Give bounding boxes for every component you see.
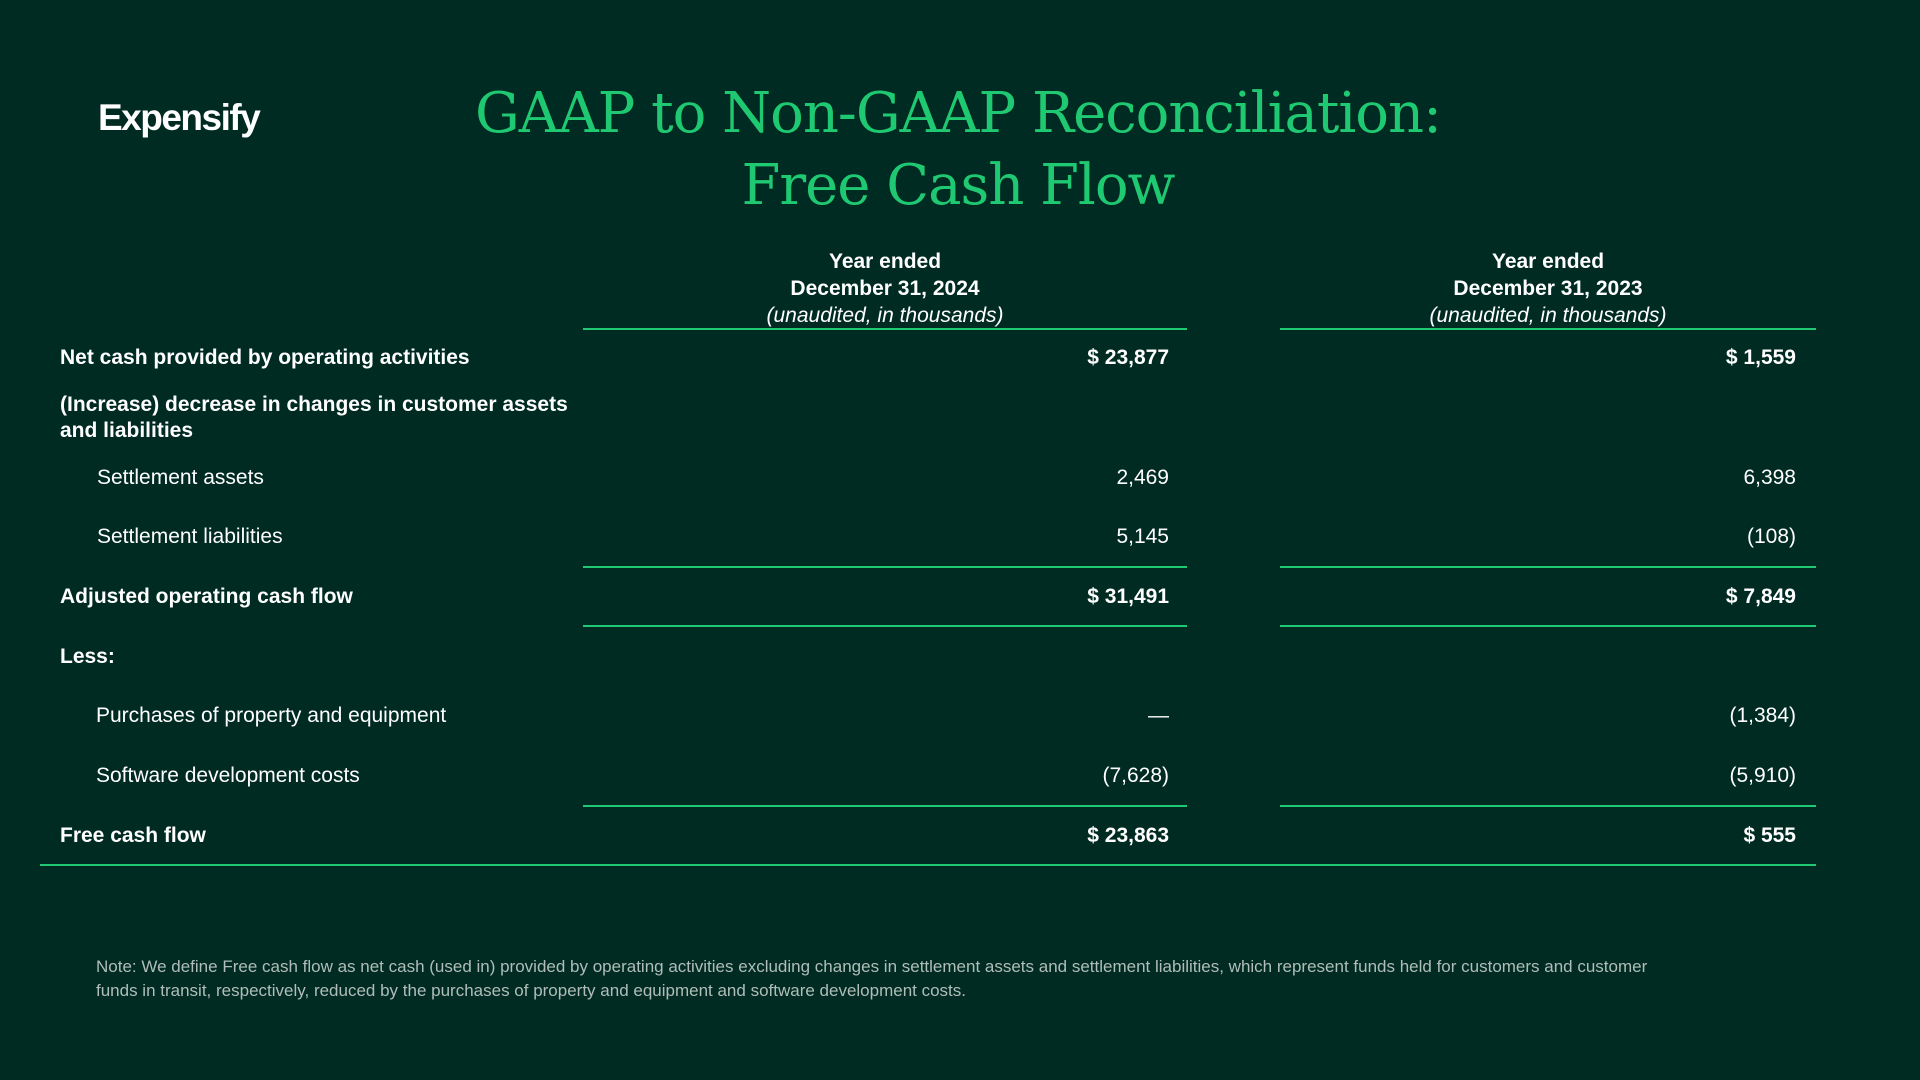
row-label-net-cash: Net cash provided by operating activities (60, 346, 470, 369)
row-label-purchases-ppe: Purchases of property and equipment (96, 704, 447, 727)
value-net-cash-2024: $ 23,877 (1087, 346, 1169, 369)
header-rule-2024 (583, 328, 1187, 330)
value-free-cash-flow-2024: $ 23,863 (1087, 824, 1169, 847)
total-rule-top-2023 (1280, 805, 1816, 807)
column-header-2023-line-1: Year ended (1491, 250, 1605, 273)
subtotal-rule-top-2023 (1280, 566, 1816, 568)
column-header-2024-line-2: December 31, 2024 (790, 277, 980, 300)
column-header-2023-line-2: December 31, 2023 (1453, 277, 1643, 300)
row-label-adjusted-ocf: Adjusted operating cash flow (60, 585, 353, 608)
value-purchases-ppe-2024: — (1148, 704, 1169, 727)
page-title-line-2: Free Cash Flow (741, 153, 1175, 218)
page-title-line-1: GAAP to Non-GAAP Reconciliation: (475, 81, 1441, 146)
row-label-settlement-assets: Settlement assets (97, 466, 264, 489)
subtotal-rule-bottom-2024 (583, 625, 1187, 627)
subtotal-rule-top-2024 (583, 566, 1187, 568)
column-header-2024-line-1: Year ended (828, 250, 942, 273)
footnote: Note: We define Free cash flow as net cash (used in) provided by operating activities excluding changes in settlement assets and settlement liabilities, which represent funds held for customers and customer funds in transit, respectively, reduced by the purchases of property and equipment and software development costs. (96, 957, 1648, 1000)
column-header-2024 (583, 248, 1187, 329)
total-rule-top-2024 (583, 805, 1187, 807)
subtotal-rule-bottom-2023 (1280, 625, 1816, 627)
value-net-cash-2023: $ 1,559 (1725, 346, 1796, 369)
value-settlement-liabilities-2023: (108) (1746, 525, 1796, 548)
table-bottom-rule (40, 864, 1816, 866)
column-header-2024-line-3: (unaudited, in thousands) (766, 304, 1004, 327)
page-title (0, 78, 1916, 222)
expensify-logo: Expensify (98, 97, 260, 138)
value-settlement-assets-2024: 2,469 (1116, 466, 1169, 489)
value-software-dev-2023: (5,910) (1729, 764, 1796, 787)
row-label-settlement-liabilities: Settlement liabilities (97, 525, 283, 548)
column-header-2023 (1280, 248, 1816, 329)
row-label-free-cash-flow: Free cash flow (60, 824, 206, 847)
value-purchases-ppe-2023: (1,384) (1729, 704, 1796, 727)
column-header-2023-line-3: (unaudited, in thousands) (1429, 304, 1667, 327)
value-free-cash-flow-2023: $ 555 (1743, 824, 1796, 847)
value-adjusted-ocf-2024: $ 31,491 (1087, 585, 1169, 608)
value-settlement-liabilities-2024: 5,145 (1116, 525, 1169, 548)
header-rule-2023 (1280, 328, 1816, 330)
row-label-change-header: (Increase) decrease in changes in customer assets and liabilities (60, 393, 568, 442)
value-adjusted-ocf-2023: $ 7,849 (1725, 585, 1796, 608)
value-software-dev-2024: (7,628) (1102, 764, 1169, 787)
row-label-software-dev: Software development costs (96, 764, 360, 787)
row-label-less: Less: (60, 645, 115, 668)
value-settlement-assets-2023: 6,398 (1743, 466, 1796, 489)
